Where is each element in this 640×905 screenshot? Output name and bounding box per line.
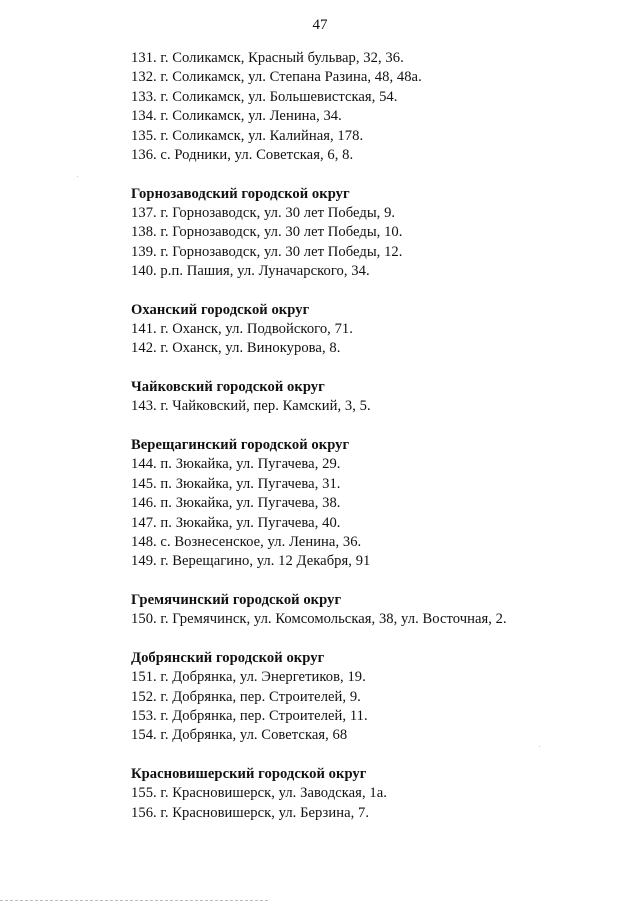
- section-heading: Горнозаводский городской округ: [131, 185, 350, 202]
- address-entry: 153. г. Добрянка, пер. Строителей, 11.: [131, 708, 368, 725]
- address-entry: 142. г. Оханск, ул. Винокурова, 8.: [131, 340, 341, 357]
- address-entry: 144. п. Зюкайка, ул. Пугачева, 29.: [131, 456, 341, 473]
- address-entry: 149. г. Верещагино, ул. 12 Декабря, 91: [131, 553, 371, 570]
- section-heading: Чайковский городской округ: [131, 379, 325, 396]
- section-krasnovishersk: [131, 765, 611, 823]
- address-entry: 132. г. Соликамск, ул. Степана Разина, 48, 48а.: [131, 69, 422, 86]
- section-dobryanka: [131, 649, 611, 746]
- address-entry: 131. г. Соликамск, Красный бульвар, 32, 36.: [131, 50, 404, 66]
- section-heading: Оханский городской округ: [131, 301, 310, 318]
- address-entry: 140. р.п. Пашия, ул. Луначарского, 34.: [131, 263, 370, 280]
- address-entry: 145. п. Зюкайка, ул. Пугачева, 31.: [131, 475, 341, 492]
- section-gornozavodsk: [131, 185, 611, 282]
- address-entry: 147. п. Зюкайка, ул. Пугачева, 40.: [131, 514, 341, 531]
- address-entry: 148. с. Вознесенское, ул. Ленина, 36.: [131, 533, 362, 550]
- section-heading: Добрянский городской округ: [131, 649, 325, 666]
- address-entry: 139. г. Горнозаводск, ул. 30 лет Победы, 12.: [131, 243, 403, 260]
- section-heading: Красновишерский городской округ: [131, 766, 367, 783]
- scan-edge-line: [0, 900, 268, 901]
- address-entry: 155. г. Красновишерск, ул. Заводская, 1а.: [131, 785, 387, 802]
- address-entry: 151. г. Добрянка, ул. Энергетиков, 19.: [131, 669, 366, 686]
- page-number: 47: [312, 17, 328, 33]
- address-entry: 154. г. Добрянка, ул. Советская, 68: [131, 727, 348, 744]
- address-entry: 134. г. Соликамск, ул. Ленина, 34.: [131, 108, 342, 125]
- document-body: [131, 49, 611, 823]
- scan-speck: [539, 746, 540, 747]
- address-entry: 143. г. Чайковский, пер. Камский, 3, 5.: [131, 398, 371, 415]
- section-gremyachinsk: [131, 591, 611, 630]
- section-chaikovsky: [131, 378, 611, 417]
- scan-speck: [77, 176, 78, 177]
- address-entry: 137. г. Горнозаводск, ул. 30 лет Победы, 9.: [131, 204, 396, 221]
- section-heading: Гремячинский городской округ: [131, 591, 342, 608]
- section-heading: Верещагинский городской округ: [131, 437, 350, 453]
- address-entry: 135. г. Соликамск, ул. Калийная, 178.: [131, 127, 364, 144]
- address-list-continued: [131, 49, 611, 165]
- address-entry: 156. г. Красновишерск, ул. Берзина, 7.: [131, 804, 370, 821]
- address-entry: 146. п. Зюкайка, ул. Пугачева, 38.: [131, 495, 341, 512]
- address-entry: 141. г. Оханск, ул. Подвойского, 71.: [131, 321, 353, 338]
- address-entry: 152. г. Добрянка, пер. Строителей, 9.: [131, 688, 361, 705]
- address-entry: 133. г. Соликамск, ул. Большевистская, 54.: [131, 88, 398, 105]
- address-entry: 138. г. Горнозаводск, ул. 30 лет Победы, 10.: [131, 224, 403, 241]
- section-vereshchagino: [131, 436, 611, 572]
- address-entry: 136. с. Родники, ул. Советская, 6, 8.: [131, 146, 354, 163]
- address-entry: 150. г. Гремячинск, ул. Комсомольская, 38, ул. Восточная, 2.: [131, 611, 507, 628]
- section-okhansk: [131, 301, 611, 359]
